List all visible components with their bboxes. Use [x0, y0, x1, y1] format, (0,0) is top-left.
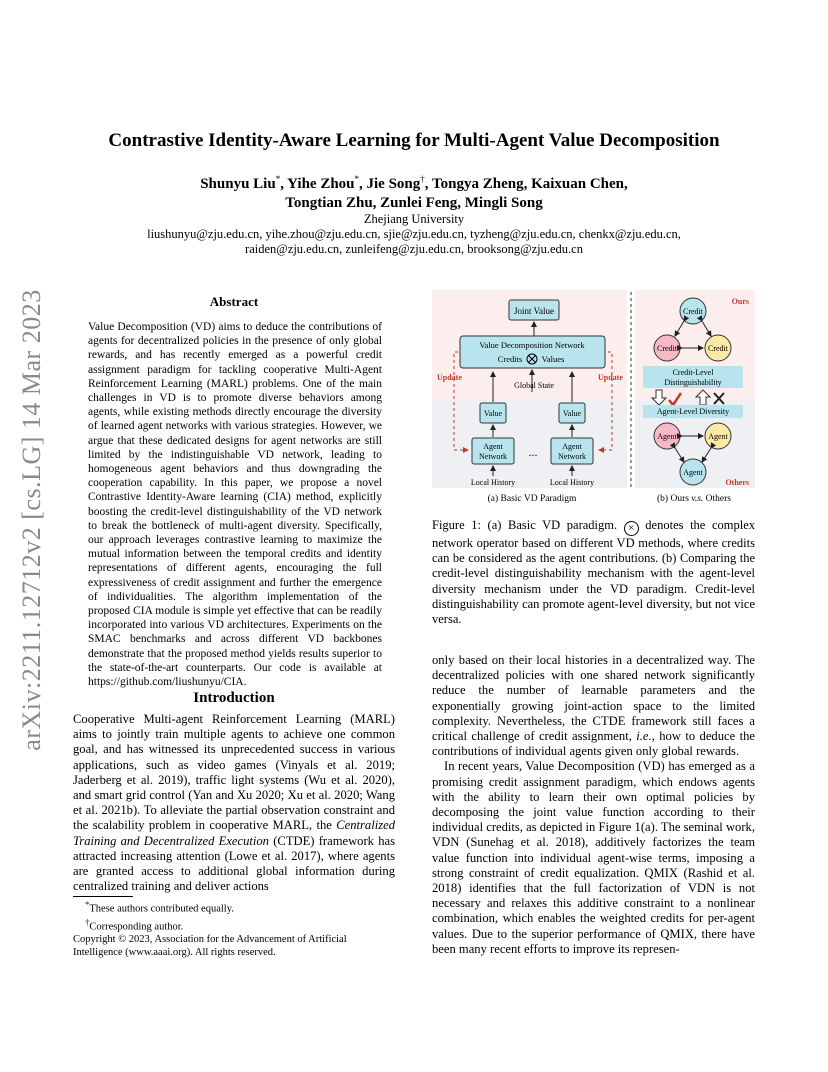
update-left-label: Update	[437, 373, 462, 382]
svg-text:Credit-Level: Credit-Level	[672, 368, 714, 377]
global-state-label: Global State	[514, 381, 554, 390]
agent-region	[432, 400, 627, 488]
author-2: , Yihe Zhou	[280, 176, 355, 192]
figure-caption: Figure 1: (a) Basic VD paradigm. × denotes the complex network operator based on different VD methods, where credits can be considered as the agent contributions. (b) Comparing the credit-level distinguishability mechanism with the agent-level diversity mechanism under the VD paradigm. Credit-level distinguishability can promote agent-level diversity, but not vice versa.	[432, 518, 755, 627]
authors: Shunyu Liu*, Yihe Zhou*, Jie Song†, Tongya Zheng, Kaixuan Chen, Tongtian Zhu, Zunlei Feng, Mingli Song	[0, 170, 828, 213]
affiliation	[0, 212, 828, 257]
abstract-text: Value Decomposition (VD) aims to deduce the contributions of agents for decentralized policies in the presence of only global rewards, and has recently emerged as a powerful credit assignment paradigm for tackling cooperative Multi-Agent Reinforcement Learning (MARL) problems. One of the main challenges in VD is to promote diverse behaviors among agents, while existing methods directly encourage the diversity of learned agent networks with various strategies. However, we argue that these dedicated designs for agent networks are still limited by the indistinguishable VD network, leading to homogeneous agent behaviors and thus downgrading the cooperation capability. In this paper, we propose a novel Contrastive Identity-Aware learning (CIA) method, explicitly boosting the credit-level distinguishability of the VD network to break the bottleneck of multi-agent diversity. Specifically, our approach leverages contrastive learning to maximize the mutual information between the temporal credits and identity representations of different agents, encouraging the full expressiveness of credit assignment and further the emergence of individualities. The algorithm implementation of the proposed CIA module is simple yet effective that can be readily incorporated into various VD architectures. Experiments on the SMAC benchmarks and across different VD backbones demonstrate that the proposed method yields results superior to the state-of-the-art counterparts. Our code is available at https://github.com/liushunyu/CIA.	[88, 321, 382, 689]
author-rest: , Tongya Zheng, Kaixuan Chen,	[424, 176, 628, 192]
author-3: , Jie Song	[359, 176, 421, 192]
paper-title: Contrastive Identity-Aware Learning for Multi-Agent Value Decomposition	[108, 130, 720, 151]
footnote-equal: These authors contributed equally.	[89, 903, 234, 915]
svg-text:Credit: Credit	[657, 344, 677, 353]
emails-line2: raiden@zju.edu.cn, zunleifeng@zju.edu.cn, brooksong@zju.edu.cn	[245, 242, 583, 256]
otimes-icon: ×	[624, 521, 639, 536]
svg-text:Network: Network	[479, 452, 507, 461]
arxiv-identifier: arXiv:2211.12712v2 [cs.LG] 14 Mar 2023	[17, 289, 46, 751]
copyright: Copyright © 2023, Association for the Advancement of Artificial Intelligence (www.aaai.org). All rights reserved.	[73, 934, 347, 958]
svg-text:Credit: Credit	[708, 344, 728, 353]
update-right-label: Update	[598, 373, 623, 382]
svg-text:Agent: Agent	[483, 442, 503, 451]
svg-text:Distinguishability: Distinguishability	[664, 378, 722, 387]
introduction-heading: Introduction	[193, 690, 275, 706]
footnote-corresponding: Corresponding author.	[89, 921, 184, 933]
svg-text:Credit: Credit	[683, 307, 703, 316]
svg-text:Agent: Agent	[562, 442, 582, 451]
paragraph-2: In recent years, Value Decomposition (VD) has emerged as a promising credit assignment paradigm, which endows agents with the ability to learn their own optimal policies by decomposing the joint value function according to their individual credits, as depicted in Figure 1(a). The seminal work, VDN (Sunehag et al. 2018), additively factorizes the team value function into individual agent-wise terms, imposing a strong constraint of credit equalization. QMIX (Rashid et al. 2018) identifies that the full factorization of VDN is not necessary and relaxes this additive constraint to a nonlinear combination, which enables the weighted credits for per-agent values. Due to the superior performance of QMIX, there have been many recent efforts to improve its represen-	[432, 759, 755, 956]
arxiv-sidebar	[12, 270, 52, 770]
abstract-heading: Abstract	[209, 294, 259, 309]
credits-label: Credits	[497, 354, 523, 364]
svg-text:Agent-Level Diversity: Agent-Level Diversity	[656, 407, 730, 416]
svg-text:Network: Network	[558, 452, 586, 461]
svg-text:Agent: Agent	[657, 432, 677, 441]
subcaption-a: (a) Basic VD Paradigm	[487, 494, 577, 504]
svg-text:Agent: Agent	[683, 468, 703, 477]
value-label-1: Value	[483, 409, 503, 418]
value-label-2: Value	[562, 409, 582, 418]
vd-network-label: Value Decomposition Network	[479, 340, 585, 350]
authors-line2: Tongtian Zhu, Zunlei Feng, Mingli Song	[285, 195, 543, 211]
agents-ellipsis: ...	[528, 445, 538, 459]
introduction-text: Cooperative Multi-agent Reinforcement Learning (MARL) aims to jointly train multiple agents to achieve one common goal, and has witnessed its unprecedented success in various applications, such as video games (Vinyals et al. 2019; Jaderberg et al. 2019), traffic light systems (Wu et al. 2020), and smart grid control (Yan and Xu 2020; Xu et al. 2020; Wang et al. 2021b). To alleviate the partial observation constraint and the scalability problem in cooperative MARL, the Centralized Training and Decentralized Execution (CTDE) framework has attracted increasing attention (Lowe et al. 2017), where agents are granted access to additional global information during centralized training and deliver actions	[73, 712, 395, 894]
institution: Zhejiang University	[363, 212, 465, 226]
joint-value-label: Joint Value	[513, 306, 555, 316]
svg-text:Agent: Agent	[708, 432, 728, 441]
right-column-text	[432, 653, 755, 957]
paragraph-1: only based on their local histories in a decentralized way. The decentralized policies with one shared network significantly reduce the number of learnable parameters and the exponentially growing joint-action space to the limited complexity. Nevertheless, the CTDE framework still faces a critical challenge of credit assignment, i.e., how to deduce the contributions of individual agents given only global rewards.	[432, 653, 756, 759]
author-1: Shunyu Liu	[200, 176, 276, 192]
ours-label: Ours	[731, 297, 749, 306]
figure-1	[432, 290, 755, 508]
others-label: Others	[725, 478, 749, 487]
local-history-2: Local History	[549, 478, 595, 487]
values-label: Values	[541, 354, 565, 364]
local-history-1: Local History	[470, 478, 516, 487]
footnote-rule	[73, 896, 133, 897]
footnotes: *These authors contributed equally. †Corresponding author. Copyright © 2023, Association for the Advancement of Artificial Intelligence (www.aaai.org). All rights reserved.	[73, 898, 395, 959]
emails-line1: liushunyu@zju.edu.cn, yihe.zhou@zju.edu.cn, sjie@zju.edu.cn, tyzheng@zju.edu.cn, chenkx@zju.edu.cn,	[147, 227, 681, 241]
subcaption-b: (b) Ours v.s. Others	[657, 494, 731, 504]
